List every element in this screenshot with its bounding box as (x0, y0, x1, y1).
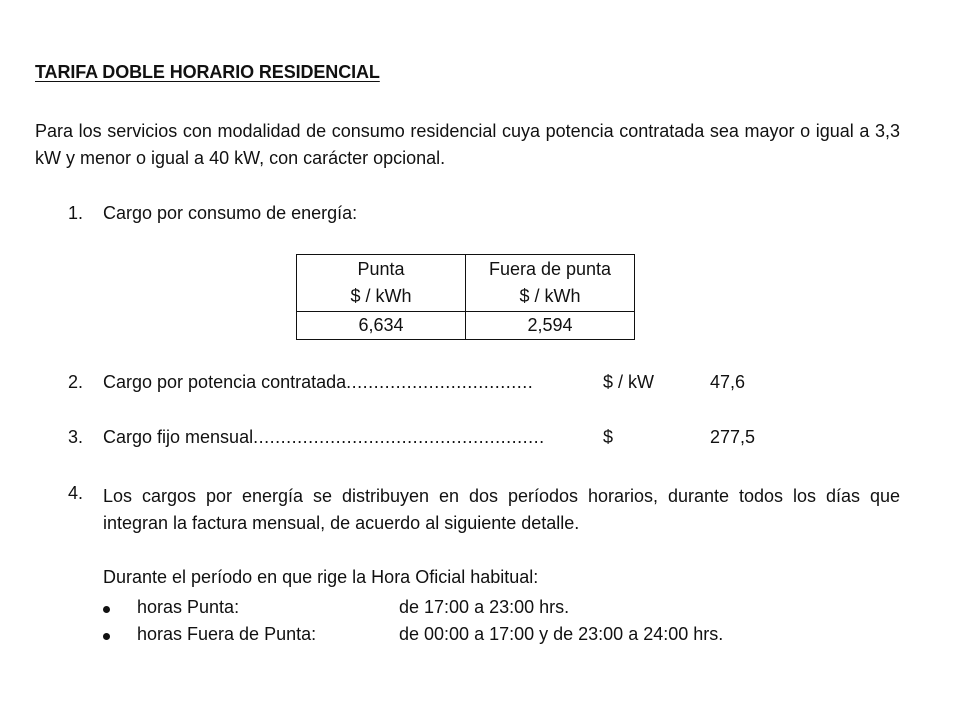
bullet-icon (103, 606, 110, 613)
value-punta: 6,634 (297, 312, 466, 340)
schedule-time-punta: de 17:00 a 23:00 hrs. (399, 597, 570, 617)
item-text-3: Cargo fijo mensual (103, 427, 254, 447)
item-number-1: 1. (68, 203, 84, 223)
table-header-punta (297, 255, 466, 312)
schedule-intro: Durante el período en que rige la Hora Oficial habitual: (103, 567, 539, 587)
item-line-2 (103, 372, 597, 393)
item-value-3: 277,5 (710, 427, 756, 447)
value-fuera-de-punta: 2,594 (466, 312, 635, 340)
schedule-label-punta: horas Punta: (137, 597, 240, 617)
header-punta-unit: $ / kWh (350, 286, 412, 306)
schedule-time-fuera-de-punta: de 00:00 a 17:00 y de 23:00 a 24:00 hrs. (399, 624, 724, 644)
intro-paragraph: Para los servicios con modalidad de consumo residencial cuya potencia contratada sea mayor o igual a 3,3 kW y menor o igual a 40 kW, con carácter opcional. (35, 121, 900, 168)
leader-dots-2: .................................. (346, 372, 534, 392)
item-number-3: 3. (68, 427, 84, 447)
table-header-row (297, 255, 635, 312)
header-fuera-label: Fuera de punta (488, 259, 612, 279)
item-unit-3: $ (603, 427, 614, 447)
item-text-2: Cargo por potencia contratada (103, 372, 347, 392)
document-title: TARIFA DOBLE HORARIO RESIDENCIAL (35, 62, 380, 82)
item-value-2: 47,6 (710, 372, 746, 392)
bullet-icon (103, 633, 110, 640)
item-line-3 (103, 427, 597, 448)
item-number-2: 2. (68, 372, 84, 392)
header-punta-label: Punta (357, 259, 405, 279)
header-fuera-unit: $ / kWh (519, 286, 581, 306)
leader-dots-3: ..................................................... (253, 427, 545, 447)
schedule-label-fuera-de-punta: horas Fuera de Punta: (137, 624, 317, 644)
item-text-1: Cargo por consumo de energía: (103, 203, 358, 223)
item-text-4: Los cargos por energía se distribuyen en dos períodos horarios, durante todos los días que integran la factura mensual, de acuerdo al siguiente detalle. (103, 486, 900, 533)
table-header-fuera-de-punta (466, 255, 635, 312)
table-row (297, 312, 635, 340)
energy-charge-table (296, 254, 635, 340)
item-number-4: 4. (68, 483, 84, 503)
item-unit-2: $ / kW (603, 372, 655, 392)
